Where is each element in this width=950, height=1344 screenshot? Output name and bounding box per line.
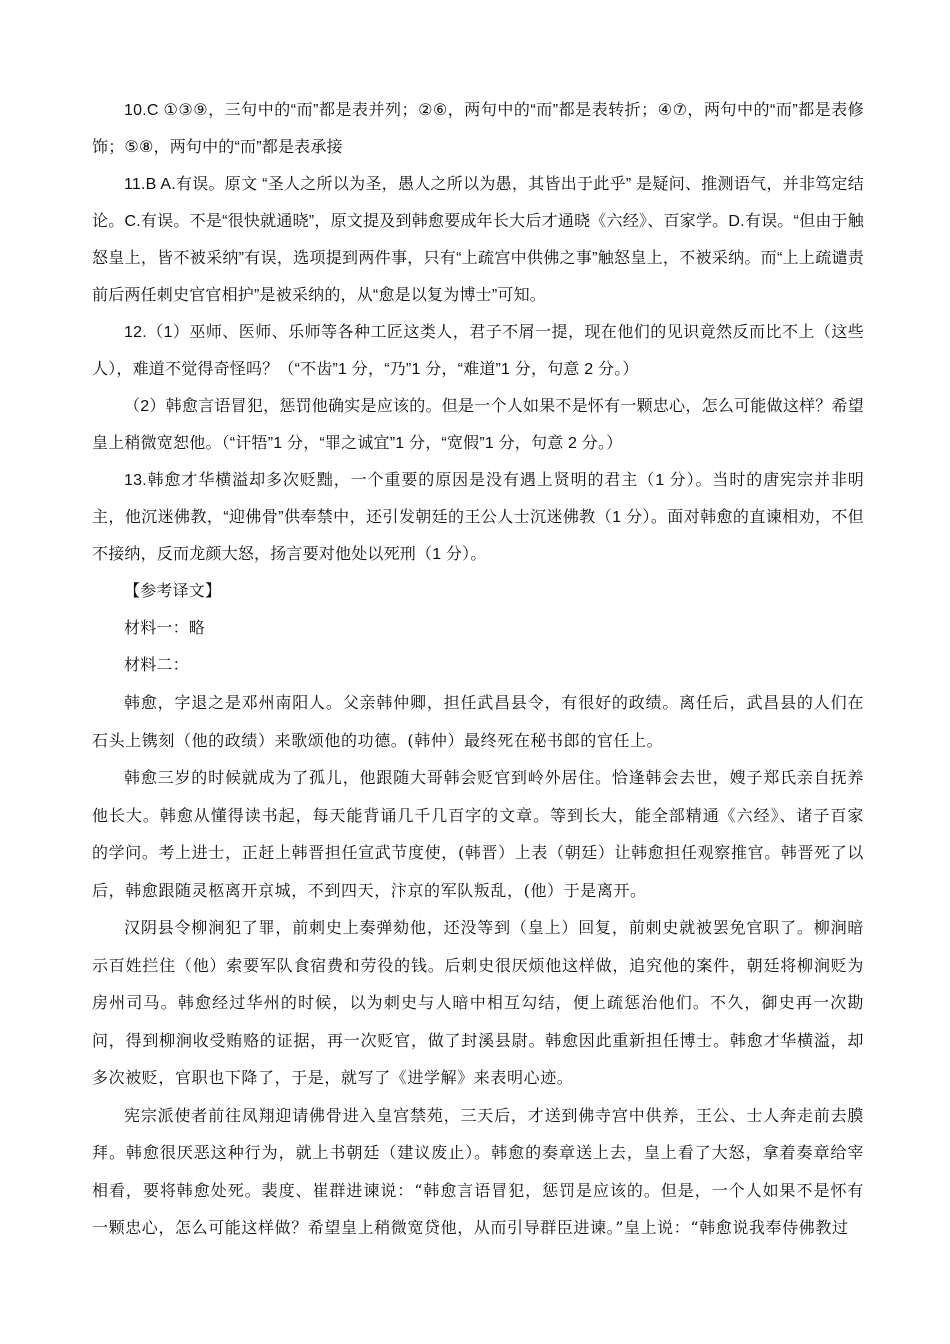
material-two-label: 材料二： bbox=[124, 657, 189, 674]
translation-paragraph-3: 汉阴县令柳涧犯了罪，前刺史上奏弹劾他，还没等到（皇上）回复，前刺史就被罢免官职了。柳涧暗示百姓拦住（他）索要军队食宿费和劳役的钱。后刺史很厌烦他这样做，追究他的案件，朝廷将柳涧贬为房州司马。韩愈经过华州的时候，以为刺史与人暗中相互勾结，便上疏惩治他们。不久，御史再一次勘问，得到柳涧收受贿赂的证据，再一次贬官，做了封溪县尉。韩愈因此重新担任博士。韩愈才华横溢，却多次被贬，官职也下降了，于是，就写了《进学解》来表明心迹。 bbox=[92, 918, 864, 1087]
answer-q12-part1: 12.（1）巫师、医师、乐师等各种工匠这类人，君子不屑一提，现在他们的见识竟然反而比不上（这些人），难道不觉得奇怪吗？（“不齿”1 分，“乃”1 分，“难道”1 分，句意 2 分。） bbox=[92, 324, 864, 378]
answer-q10: 10.C ①③⑨，三句中的“而”都是表并列；②⑥，两句中的“而”都是表转折；④⑦，两句中的“而”都是表修饰；⑤⑧，两句中的“而”都是表承接 bbox=[92, 102, 864, 156]
answer-q13: 13.韩愈才华横溢却多次贬黜，一个重要的原因是没有遇上贤明的君主（1 分）。当时的唐宪宗并非明主，他沉迷佛教，“迎佛骨”供奉禁中，还引发朝廷的王公人士沉迷佛教（1 分）。面对韩愈的直谏相劝，不但不接纳，反而龙颜大怒，扬言要对他处以死刑（1 分）。 bbox=[92, 472, 864, 563]
material-one: 材料一：略 bbox=[124, 620, 206, 637]
answer-q12-part2: （2）韩愈言语冒犯，惩罚他确实是应该的。但是一个人如果不是怀有一颗忠心，怎么可能做这样？希望皇上稍微宽恕他。（“讦牾”1 分，“罪之诚宜”1 分，“宽假”1 分，句意 2 分。） bbox=[92, 398, 864, 452]
translation-heading: 【参考译文】 bbox=[124, 583, 222, 600]
answer-q11: 11.B A.有误。原文 “圣人之所以为圣，愚人之所以为愚，其皆出于此乎” 是疑问、推测语气，并非笃定结论。C.有误。不是“很快就通晓”，原文提及到韩愈要成年长大后才通晓《六经》、百家学。D.有误。“但由于触怒皇上，皆不被采纳”有误，选项提到两件事，只有“上疏宫中供佛之事”触怒皇上，不被采纳。而“上上疏谴责前后两任刺史官官相护”是被采纳的，从“愈是以复为博士”可知。 bbox=[92, 176, 864, 304]
translation-paragraph-1: 韩愈，字退之是邓州南阳人。父亲韩仲卿，担任武昌县令，有很好的政绩。离任后，武昌县的人们在石头上镌刻（他的政绩）来歌颂他的功德。(韩仲）最终死在秘书郎的官任上。 bbox=[92, 693, 864, 750]
translation-paragraph-2: 韩愈三岁的时候就成为了孤儿，他跟随大哥韩会贬官到岭外居住。恰逢韩会去世，嫂子郑氏亲自抚养他长大。韩愈从懂得读书起，每天能背诵几千几百字的文章。等到长大，能全部精通《六经》、诸子百家的学问。考上进士，正赶上韩晋担任宣武节度使，(韩晋）上表（朝廷）让韩愈担任观察推官。韩晋死了以后，韩愈跟随灵柩离开京城，不到四天，汴京的军队叛乱，(他）于是离开。 bbox=[92, 768, 864, 900]
translation-paragraph-4: 宪宗派使者前往凤翔迎请佛骨进入皇宫禁苑，三天后，才送到佛寺宫中供养，王公、士人奔走前去膜拜。韩愈很厌恶这种行为，就上书朝廷（建议废止）。韩愈的奏章送上去，皇上看了大怒，拿着奏章给宰相看，要将韩愈处死。裴度、崔群进谏说：“韩愈言语冒犯，惩罚是应该的。但是，一个人如果不是怀有一颗忠心，怎么可能这样做？希望皇上稍微宽贷他，从而引导群臣进谏。”皇上说：“韩愈说我奉侍佛教过 bbox=[92, 1105, 864, 1237]
document-page bbox=[92, 92, 864, 1247]
